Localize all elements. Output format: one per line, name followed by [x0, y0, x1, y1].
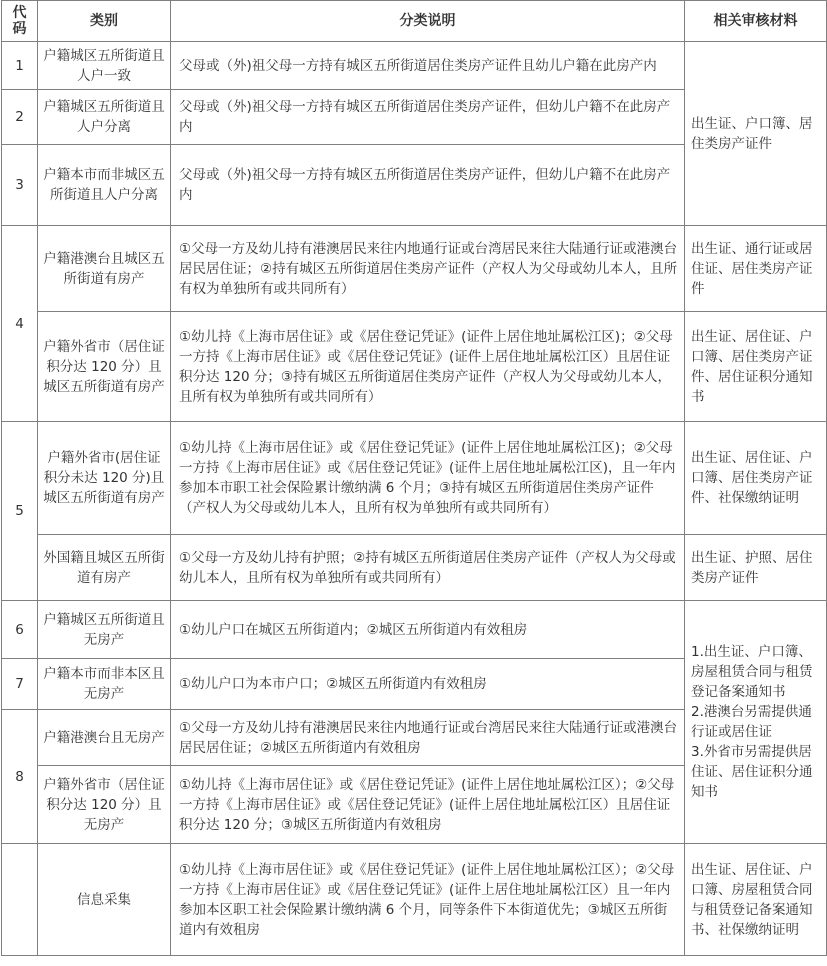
table-row — [2, 226, 827, 312]
row-description: ①幼儿户口为本市户口；②城区五所街道内有效租房 — [171, 659, 685, 710]
row-description: ①幼儿持《上海市居住证》或《居住登记凭证》(证件上居住地址属松江区）；②父母一方持《上海市居住证》或《居住登记凭证》(证件上居住地址属松江区）且居住证积分达 120 分；③城区五所街道内有效租房 — [171, 766, 685, 844]
row-code: 6 — [2, 601, 38, 659]
row-materials: 出生证、居住证、户口簿、居住类房产证件、社保缴纳证明 — [685, 422, 827, 535]
header-materials: 相关审核材料 — [685, 1, 827, 42]
row-description: 父母或（外)祖父母一方持有城区五所街道居住类房产证件，但幼儿户籍不在此房产内 — [171, 90, 685, 145]
row-category: 户籍本市而非城区五所街道且人户分离 — [38, 145, 171, 226]
row-materials: 出生证、居住证、户口簿、居住类房产证件、居住证积分通知书 — [685, 312, 827, 422]
admission-category-table — [1, 0, 827, 956]
row-category: 户籍外省市（居住证积分达 120 分）且无房产 — [38, 766, 171, 844]
row-category: 户籍外省市(居住证积分未达 120 分)且城区五所街道有房产 — [38, 422, 171, 535]
table-header-row — [2, 1, 827, 42]
table-row — [2, 601, 827, 659]
row-description: ①父母一方及幼儿持有港澳居民来往内地通行证或台湾居民来往大陆通行证或港澳台居民居住证；②持有城区五所街道居住类房产证件（产权人为父母或幼儿本人，且所有权为单独所有或共同所有） — [171, 226, 685, 312]
table-row — [2, 535, 827, 601]
row-category: 户籍港澳台且城区五所街道有房产 — [38, 226, 171, 312]
row-description: ①幼儿持《上海市居住证》或《居住登记凭证》(证件上居住地址属松江区)；②父母一方持《上海市居住证》或《居住登记凭证》(证件上居住地址属松江区）且居住证积分达 120 分；③持有城区五所街道居住类房产证件（产权人为父母或幼儿本人，且所有权为单独所有或共同所有） — [171, 312, 685, 422]
row-code: 2 — [2, 90, 38, 145]
row-materials: 出生证、户口簿、居住类房产证件 — [685, 42, 827, 226]
table-row — [2, 844, 827, 956]
row-category: 户籍外省市（居住证积分达 120 分）且城区五所街道有房产 — [38, 312, 171, 422]
row-code — [2, 844, 38, 956]
row-materials: 出生证、护照、居住类房产证件 — [685, 535, 827, 601]
row-description: 父母或（外)祖父母一方持有城区五所街道居住类房产证件且幼儿户籍在此房产内 — [171, 42, 685, 90]
header-code: 代 码 — [2, 1, 38, 42]
row-category: 信息采集 — [38, 844, 171, 956]
row-description: 父母或（外)祖父母一方持有城区五所街道居住类房产证件，但幼儿户籍不在此房产内 — [171, 145, 685, 226]
row-description: ①父母一方及幼儿持有护照；②持有城区五所街道居住类房产证件（产权人为父母或幼儿本人，且所有权为单独所有或共同所有） — [171, 535, 685, 601]
row-materials: 1.出生证、户口簿、房屋租赁合同与租赁登记备案通知书 2.港澳台另需提供通行证或居住证 3.外省市另需提供居住证、居住证积分通知书 — [685, 601, 827, 844]
row-category: 户籍城区五所街道且人户分离 — [38, 90, 171, 145]
table-row — [2, 422, 827, 535]
header-category: 类别 — [38, 1, 171, 42]
row-description: ①幼儿持《上海市居住证》或《居住登记凭证》(证件上居住地址属松江区）；②父母一方持《上海市居住证》或《居住登记凭证》(证件上居住地址属松江区）且一年内参加本区职工社会保险累计缴纳满 6 个月，同等条件下本街道优先；③城区五所街道内有效租房 — [171, 844, 685, 956]
row-code: 1 — [2, 42, 38, 90]
row-category: 户籍本市而非本区且无房产 — [38, 659, 171, 710]
row-code: 4 — [2, 226, 38, 422]
table-row — [2, 312, 827, 422]
header-description: 分类说明 — [171, 1, 685, 42]
row-materials: 出生证、通行证或居住证、居住类房产证件 — [685, 226, 827, 312]
row-materials: 出生证、居住证、户口簿、房屋租赁合同与租赁登记备案通知书、社保缴纳证明 — [685, 844, 827, 956]
row-description: ①幼儿持《上海市居住证》或《居住登记凭证》(证件上居住地址属松江区)；②父母一方持《上海市居住证》或《居住登记凭证》(证件上居住地址属松江区)，且一年内参加本市职工社会保险累计缴纳满 6 个月；③持有城区五所街道居住类房产证件（产权人为父母或幼儿本人，且所有权为单独所有或共同所有） — [171, 422, 685, 535]
row-code: 7 — [2, 659, 38, 710]
row-description: ①幼儿户口在城区五所街道内；②城区五所街道内有效租房 — [171, 601, 685, 659]
row-description: ①父母一方及幼儿持有港澳居民来往内地通行证或台湾居民来往大陆通行证或港澳台居民居住证；②城区五所街道内有效租房 — [171, 710, 685, 766]
row-code: 3 — [2, 145, 38, 226]
row-category: 户籍港澳台且无房产 — [38, 710, 171, 766]
row-category: 外国籍且城区五所街道有房产 — [38, 535, 171, 601]
row-code: 8 — [2, 710, 38, 844]
row-category: 户籍城区五所街道且人户一致 — [38, 42, 171, 90]
row-code: 5 — [2, 422, 38, 601]
table-row — [2, 42, 827, 90]
row-category: 户籍城区五所街道且无房产 — [38, 601, 171, 659]
